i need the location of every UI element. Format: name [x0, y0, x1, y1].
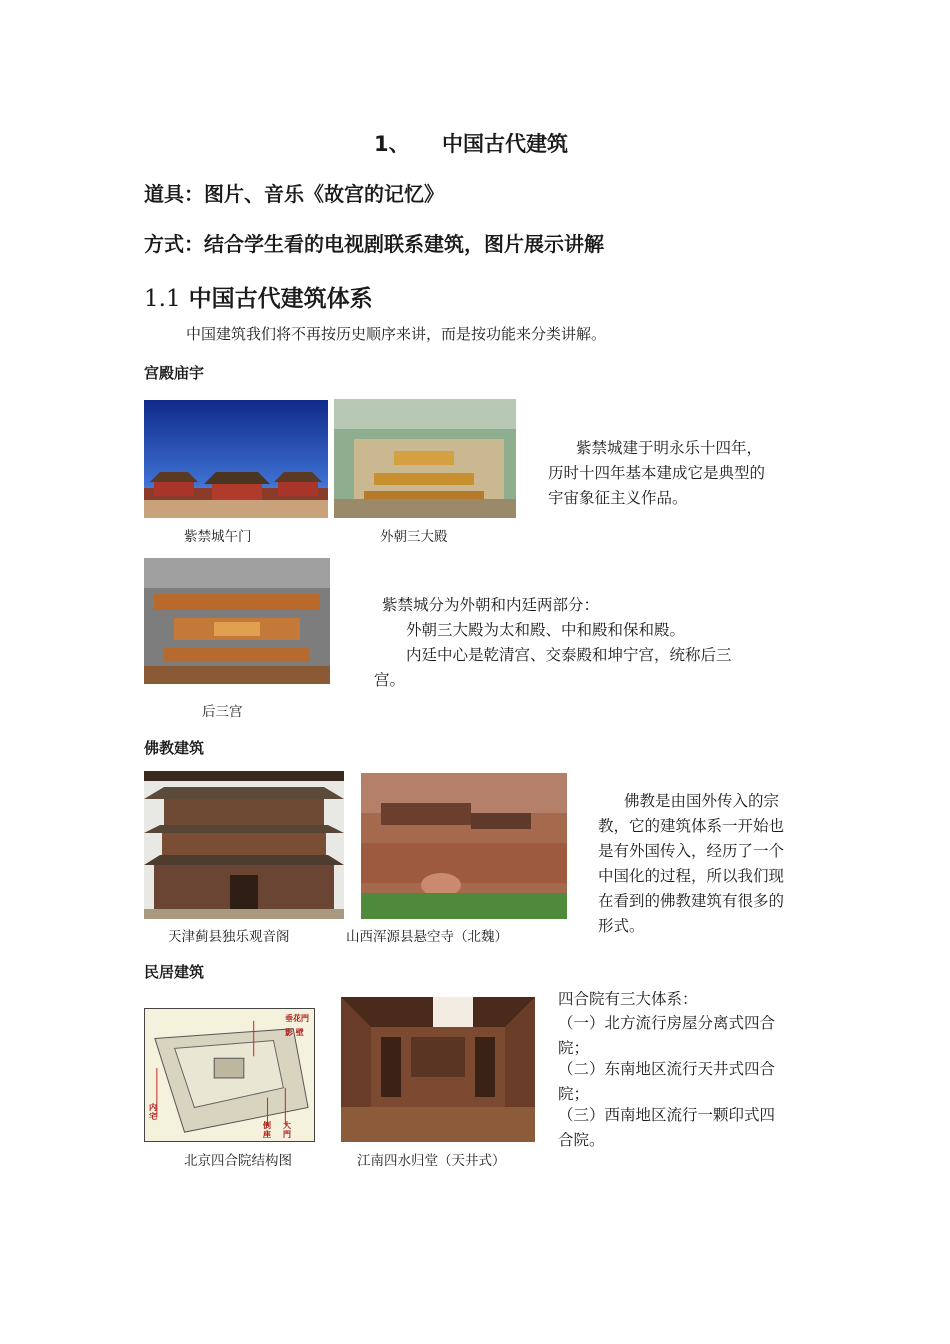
- caption-meridian-gate: 紫禁城午门: [184, 529, 252, 545]
- siheyuan-desc-line3: （二）东南地区流行天井式四合院；: [558, 1060, 776, 1103]
- palace-heading: 宫殿庙宇: [144, 364, 205, 382]
- label-screen-wall: 影 壁: [285, 1027, 304, 1037]
- heading-number: 1、: [374, 132, 410, 156]
- section-number: 1.1: [144, 286, 181, 312]
- label-main-gate: 大門: [283, 1120, 291, 1139]
- intro-paragraph: 中国建筑我们将不再按历史顺序来讲，而是按功能来分类讲解。: [186, 325, 607, 343]
- method-line: 方式：结合学生看的电视剧联系建筑，图片展示讲解: [144, 232, 604, 256]
- caption-jiangnan: 江南四水归堂（天井式）: [357, 1153, 506, 1169]
- caption-siheyuan: 北京四合院结构图: [184, 1153, 292, 1169]
- section-title: 中国古代建筑体系: [188, 286, 373, 312]
- residential-heading: 民居建筑: [144, 963, 205, 981]
- label-daozuo: 倒座: [263, 1120, 271, 1139]
- siheyuan-diagram: [144, 1008, 315, 1142]
- jiangnan-courtyard-photo: [341, 997, 535, 1142]
- label-chuihua-gate: 垂花門: [285, 1013, 309, 1023]
- caption-guanyin-pavilion: 天津蓟县独乐观音阁: [168, 929, 290, 945]
- rear-palaces-photo: [144, 558, 330, 684]
- hanging-temple-photo: [361, 773, 567, 919]
- palace-division-line3: 内廷中心是乾清宫、交泰殿和坤宁宫，统称后三宫。: [374, 646, 732, 689]
- caption-hanging-temple: 山西浑源县悬空寺（北魏）: [346, 929, 508, 945]
- buddhist-heading: 佛教建筑: [144, 739, 205, 757]
- three-halls-photo: [334, 399, 516, 518]
- siheyuan-desc-line1: 四合院有三大体系：: [558, 990, 698, 1008]
- caption-three-halls: 外朝三大殿: [380, 529, 448, 545]
- meridian-gate-photo: [144, 400, 328, 518]
- label-inner-house: 内宅: [149, 1102, 157, 1121]
- palace-division-line1: 紫禁城分为外朝和内廷两部分：: [382, 596, 600, 614]
- forbidden-city-description: 紫禁城建于明永乐十四年，历时十四年基本建成它是典型的宇宙象征主义作品。: [548, 439, 766, 507]
- section-heading: [144, 280, 373, 313]
- siheyuan-desc-line4: （三）西南地区流行一颗印式四合院。: [558, 1106, 776, 1149]
- buddhist-description: 佛教是由国外传入的宗教，它的建筑体系一开始也是有外国传入，经历了一个中国化的过程，所以我们现在看到的佛教建筑有很多的形式。: [598, 792, 785, 935]
- siheyuan-desc-line2: （一）北方流行房屋分离式四合院；: [558, 1014, 776, 1057]
- props-line: 道具：图片、音乐《故宫的记忆》: [144, 182, 444, 206]
- guanyin-pavilion-photo: [144, 771, 344, 919]
- page-title: 中国古代建筑: [442, 132, 568, 156]
- palace-division-line2: 外朝三大殿为太和殿、中和殿和保和殿。: [406, 621, 686, 639]
- caption-rear-palaces: 后三宫: [202, 704, 243, 720]
